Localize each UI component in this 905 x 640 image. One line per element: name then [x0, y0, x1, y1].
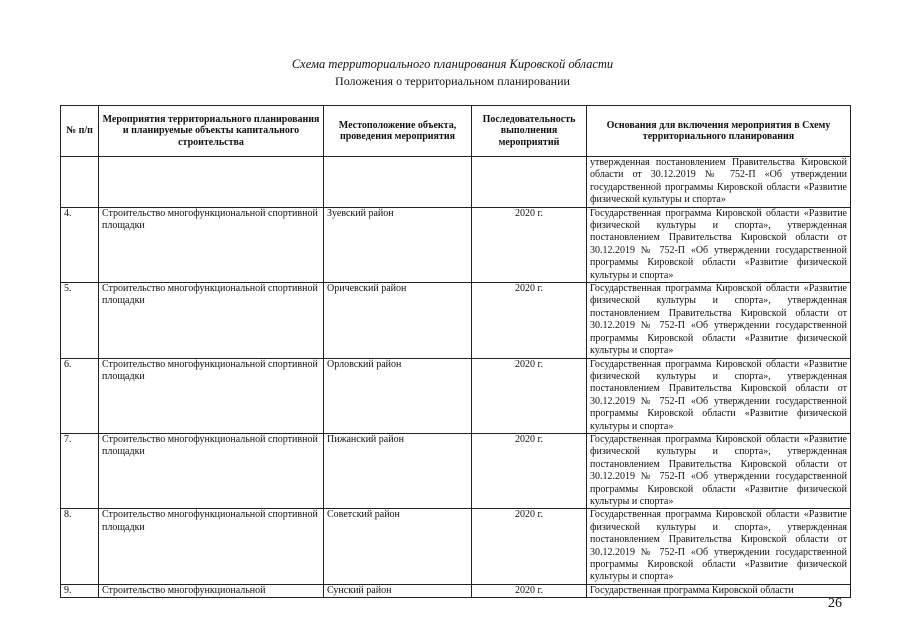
cell-basis: Государственная программа Кировской области «Развитие физической культуры и спорта», утвержденная постановлением Правительства Кировской области от 30.12.2019 № 752-П «Об утверждении государственной программы Кировской области «Развитие физической культуры и спорта»	[587, 358, 851, 433]
cell-number: 4.	[61, 207, 99, 282]
cell-basis: Государственная программа Кировской области «Развитие физической культуры и спорта», утвержденная постановлением Правительства Кировской области от 30.12.2019 № 752-П «Об утверждении государственной программы Кировской области «Развитие физической культуры и спорта»	[587, 509, 851, 584]
table-row	[61, 207, 851, 282]
col-header-number: № п/п	[61, 106, 99, 157]
table-row	[61, 509, 851, 584]
cell-location: Зуевский район	[324, 207, 472, 282]
col-header-event: Мероприятия территориального планирования и планируемые объекты капитального строительства	[99, 106, 324, 157]
cell-basis: Государственная программа Кировской области «Развитие физической культуры и спорта», утвержденная постановлением Правительства Кировской области от 30.12.2019 № 752-П «Об утверждении государственной программы Кировской области «Развитие физической культуры и спорта»	[587, 283, 851, 358]
document-title: Схема территориального планирования Кировской области	[291, 57, 614, 71]
cell-event: Строительство многофункциональной спортивной площадки	[99, 509, 324, 584]
cell-location: Пижанский район	[324, 433, 472, 508]
cell-basis: Государственная программа Кировской области	[587, 584, 851, 597]
document-subtitle: Положения о территориальном планировании	[335, 74, 570, 88]
cell-location: Орловский район	[324, 358, 472, 433]
cell-number: 8.	[61, 509, 99, 584]
cell-number: 5.	[61, 283, 99, 358]
cell-event: Строительство многофункциональной	[99, 584, 324, 597]
cell-basis: Государственная программа Кировской области «Развитие физической культуры и спорта», утвержденная постановлением Правительства Кировской области от 30.12.2019 № 752-П «Об утверждении государственной программы Кировской области «Развитие физической культуры и спорта»	[587, 433, 851, 508]
cell-date: 2020 г.	[472, 207, 587, 282]
cell-location: Оричевский район	[324, 283, 472, 358]
cell-date: 2020 г.	[472, 509, 587, 584]
cell-date	[472, 157, 587, 208]
cell-event: Строительство многофункциональной спортивной площадки	[99, 283, 324, 358]
cell-event	[99, 157, 324, 208]
col-header-basis: Основания для включения мероприятия в Схему территориального планирования	[587, 106, 851, 157]
planning-table	[60, 105, 851, 598]
cell-number: 6.	[61, 358, 99, 433]
cell-number: 9.	[61, 584, 99, 597]
col-header-sequence: Последовательность выполнения мероприятий	[472, 106, 587, 157]
cell-event: Строительство многофункциональной спортивной площадки	[99, 358, 324, 433]
cell-location: Сунский район	[324, 584, 472, 597]
cell-date: 2020 г.	[472, 584, 587, 597]
col-header-location: Местоположение объекта, проведения мероприятия	[324, 106, 472, 157]
cell-event: Строительство многофункциональной спортивной площадки	[99, 433, 324, 508]
cell-location	[324, 157, 472, 208]
table-row	[61, 358, 851, 433]
table-row	[61, 433, 851, 508]
cell-date: 2020 г.	[472, 358, 587, 433]
cell-number: 7.	[61, 433, 99, 508]
cell-basis: утвержденная постановлением Правительства Кировской области от 30.12.2019 № 752-П «Об утверждении государственной программы Кировской области «Развитие физической культуры и спорта»	[587, 157, 851, 208]
table-header-row	[61, 106, 851, 157]
cell-event: Строительство многофункциональной спортивной площадки	[99, 207, 324, 282]
cell-number	[61, 157, 99, 208]
page-number: 26	[828, 596, 842, 611]
table-row	[61, 157, 851, 208]
table-row	[61, 584, 851, 597]
cell-basis: Государственная программа Кировской области «Развитие физической культуры и спорта», утвержденная постановлением Правительства Кировской области от 30.12.2019 № 752-П «Об утверждении государственной программы Кировской области «Развитие физической культуры и спорта»	[587, 207, 851, 282]
cell-date: 2020 г.	[472, 433, 587, 508]
table-row	[61, 283, 851, 358]
cell-location: Советский район	[324, 509, 472, 584]
cell-date: 2020 г.	[472, 283, 587, 358]
